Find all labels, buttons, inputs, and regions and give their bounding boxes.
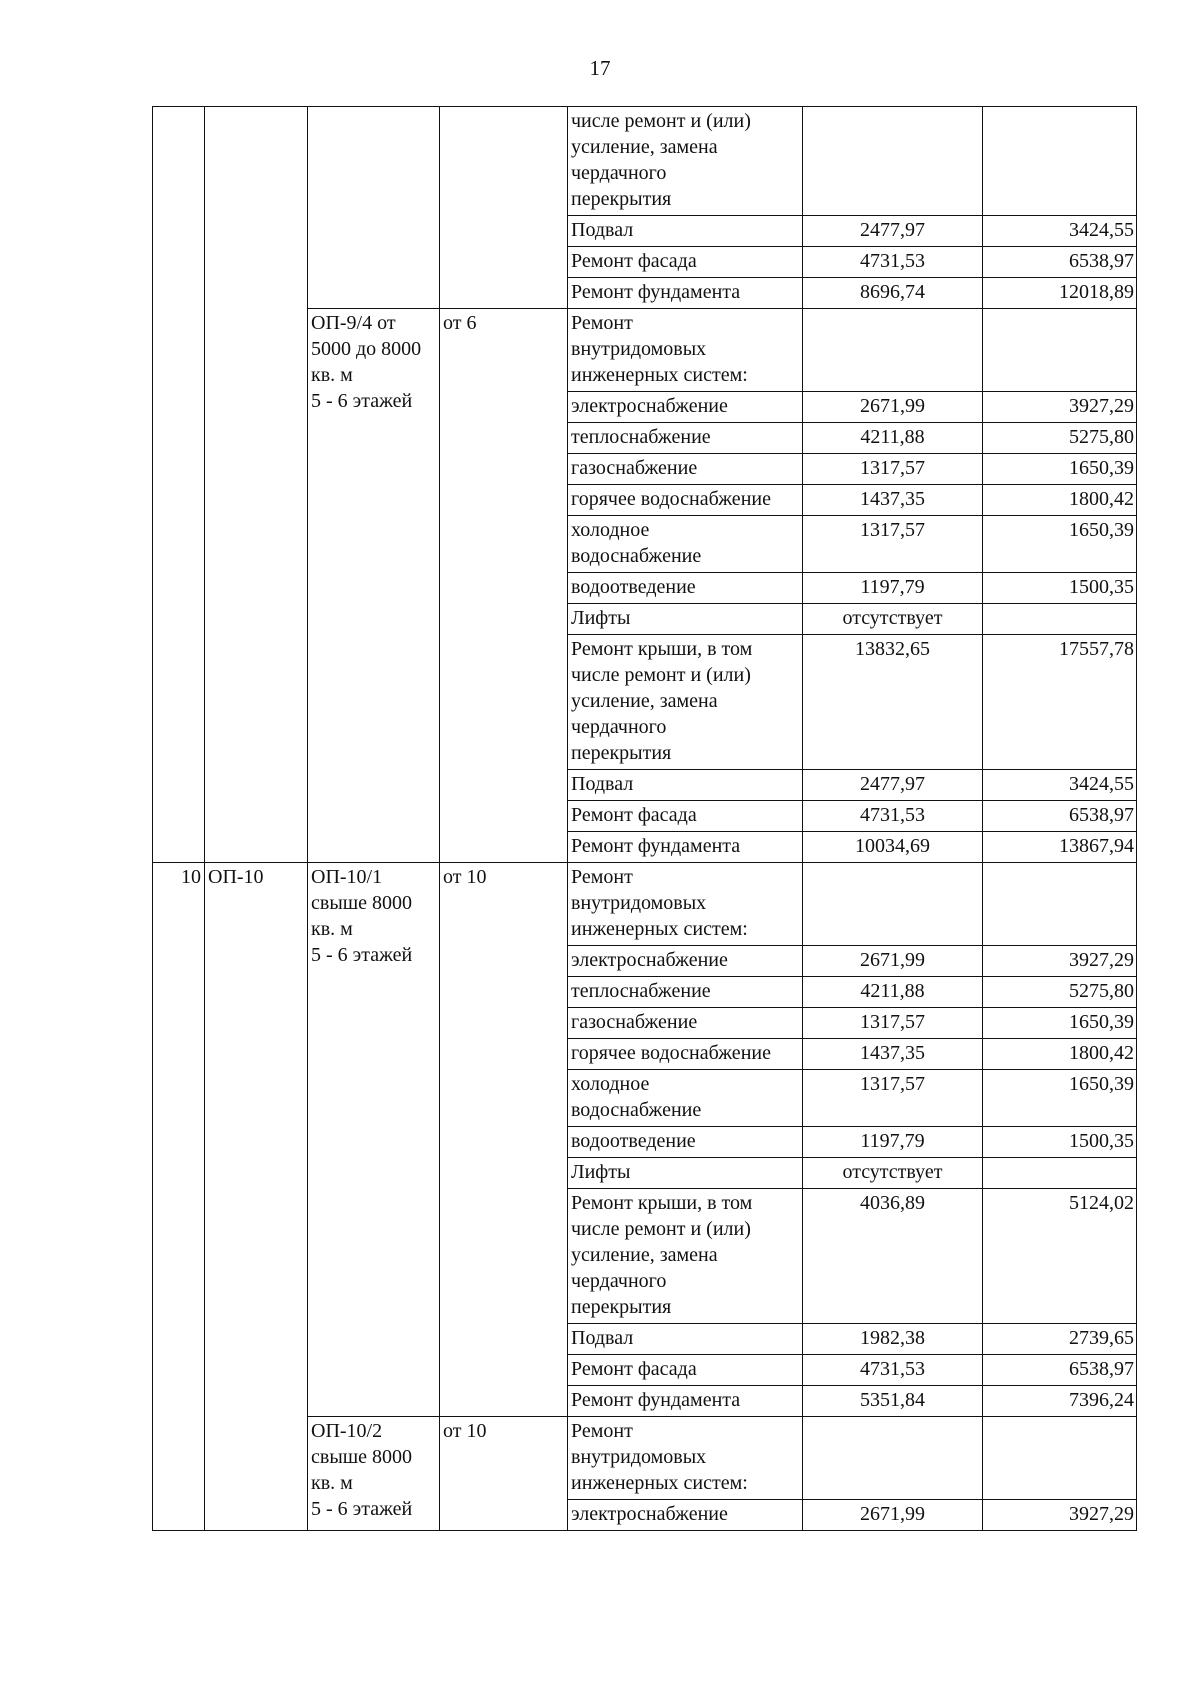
group-cell: ОП-9/4 от 5000 до 8000 кв. м 5 - 6 этажей (308, 309, 440, 863)
cost-limit-cell: 1800,42 (983, 1039, 1137, 1070)
work-type-cell: горячее водоснабжение (568, 485, 803, 516)
work-type-cell: Подвал (568, 770, 803, 801)
cost-value-cell: 1197,79 (803, 1127, 983, 1158)
cost-value-cell: 1317,57 (803, 1070, 983, 1127)
cost-limit-cell (983, 1158, 1137, 1189)
cost-value-cell: 4036,89 (803, 1189, 983, 1324)
cost-limit-cell: 5124,02 (983, 1189, 1137, 1324)
work-type-cell: числе ремонт и (или) усиление, замена чердачного перекрытия (568, 107, 803, 216)
work-type-cell: холодное водоснабжение (568, 516, 803, 573)
floors-cell: от 6 (440, 309, 568, 863)
cost-limit-cell: 12018,89 (983, 278, 1137, 309)
cost-limit-cell: 5275,80 (983, 423, 1137, 454)
cost-limit-cell (983, 863, 1137, 946)
object-code-cell: ОП-10 (205, 863, 308, 1531)
group-cell (308, 107, 440, 309)
group-cell: ОП-10/1 свыше 8000 кв. м 5 - 6 этажей (308, 863, 440, 1417)
cost-limit-cell: 1650,39 (983, 1008, 1137, 1039)
cost-limit-cell: 6538,97 (983, 801, 1137, 832)
cost-limit-cell: 2739,65 (983, 1324, 1137, 1355)
floors-cell: от 10 (440, 1417, 568, 1531)
cost-limit-cell: 5275,80 (983, 977, 1137, 1008)
cost-limit-cell: 1650,39 (983, 516, 1137, 573)
work-type-cell: Ремонт фундамента (568, 832, 803, 863)
cost-limit-cell (983, 604, 1137, 635)
cost-value-cell: 4731,53 (803, 801, 983, 832)
cost-value-cell: 4211,88 (803, 977, 983, 1008)
cost-limit-cell: 1650,39 (983, 1070, 1137, 1127)
work-type-cell: теплоснабжение (568, 423, 803, 454)
work-type-cell: Ремонт крыши, в том числе ремонт и (или) усиление, замена чердачного перекрытия (568, 1189, 803, 1324)
cost-limit-cell: 3424,55 (983, 216, 1137, 247)
cost-value-cell: отсутствует (803, 604, 983, 635)
cost-value-cell: 8696,74 (803, 278, 983, 309)
cost-limit-cell: 6538,97 (983, 1355, 1137, 1386)
work-type-cell: Ремонт фасада (568, 247, 803, 278)
cost-value-cell: 1317,57 (803, 516, 983, 573)
cost-limit-cell (983, 107, 1137, 216)
cost-value-cell (803, 1417, 983, 1500)
cost-limit-cell: 13867,94 (983, 832, 1137, 863)
cost-limit-cell: 1500,35 (983, 573, 1137, 604)
work-type-cell: газоснабжение (568, 454, 803, 485)
work-type-cell: Лифты (568, 604, 803, 635)
row-number-cell: 10 (153, 863, 205, 1531)
work-type-cell: Ремонт фундамента (568, 1386, 803, 1417)
work-type-cell: Ремонт крыши, в том числе ремонт и (или) усиление, замена чердачного перекрытия (568, 635, 803, 770)
work-type-cell: Ремонт внутридомовых инженерных систем: (568, 863, 803, 946)
cost-value-cell: 4731,53 (803, 247, 983, 278)
cost-value-cell: 2671,99 (803, 946, 983, 977)
cost-value-cell: 1197,79 (803, 573, 983, 604)
work-type-cell: Подвал (568, 216, 803, 247)
cost-value-cell: 1317,57 (803, 454, 983, 485)
floors-cell: от 10 (440, 863, 568, 1417)
work-type-cell: Ремонт внутридомовых инженерных систем: (568, 309, 803, 392)
table-body (153, 107, 1137, 1531)
cost-limit-cell (983, 1417, 1137, 1500)
cost-limit-cell: 17557,78 (983, 635, 1137, 770)
work-type-cell: электроснабжение (568, 946, 803, 977)
work-type-cell: холодное водоснабжение (568, 1070, 803, 1127)
cost-value-cell: 1437,35 (803, 485, 983, 516)
cost-value-cell: 4731,53 (803, 1355, 983, 1386)
cost-value-cell: 2671,99 (803, 392, 983, 423)
cost-limit-cell: 3424,55 (983, 770, 1137, 801)
cost-limit-cell: 3927,29 (983, 946, 1137, 977)
cost-limit-cell: 1650,39 (983, 454, 1137, 485)
cost-value-cell: 5351,84 (803, 1386, 983, 1417)
cost-value-cell: отсутствует (803, 1158, 983, 1189)
cost-value-cell: 2477,97 (803, 770, 983, 801)
cost-value-cell: 1982,38 (803, 1324, 983, 1355)
work-type-cell: водоотведение (568, 1127, 803, 1158)
work-type-cell: электроснабжение (568, 392, 803, 423)
work-type-cell: Подвал (568, 1324, 803, 1355)
work-type-cell: водоотведение (568, 573, 803, 604)
work-type-cell: газоснабжение (568, 1008, 803, 1039)
work-type-cell: Ремонт фундамента (568, 278, 803, 309)
cost-limit-cell: 7396,24 (983, 1386, 1137, 1417)
work-type-cell: электроснабжение (568, 1500, 803, 1531)
work-type-cell: Ремонт фасада (568, 1355, 803, 1386)
cost-value-cell (803, 107, 983, 216)
work-type-cell: Ремонт внутридомовых инженерных систем: (568, 1417, 803, 1500)
cost-value-cell: 2671,99 (803, 1500, 983, 1531)
cost-value-cell (803, 863, 983, 946)
cost-value-cell (803, 309, 983, 392)
cost-value-cell: 1317,57 (803, 1008, 983, 1039)
page-number: 17 (589, 56, 611, 80)
cost-value-cell: 13832,65 (803, 635, 983, 770)
work-type-cell: Лифты (568, 1158, 803, 1189)
cost-limit-cell: 1500,35 (983, 1127, 1137, 1158)
group-cell: ОП-10/2 свыше 8000 кв. м 5 - 6 этажей (308, 1417, 440, 1531)
cost-value-cell: 1437,35 (803, 1039, 983, 1070)
cost-limit-cell (983, 309, 1137, 392)
work-type-cell: Ремонт фасада (568, 801, 803, 832)
cost-value-cell: 10034,69 (803, 832, 983, 863)
cost-limit-cell: 3927,29 (983, 1500, 1137, 1531)
cost-limit-cell: 1800,42 (983, 485, 1137, 516)
object-code-cell (205, 107, 308, 863)
row-number-cell (153, 107, 205, 863)
cost-value-cell: 2477,97 (803, 216, 983, 247)
table-row (153, 107, 1137, 216)
work-type-cell: теплоснабжение (568, 977, 803, 1008)
cost-limit-cell: 3927,29 (983, 392, 1137, 423)
cost-limit-cell: 6538,97 (983, 247, 1137, 278)
floors-cell (440, 107, 568, 309)
cost-table (152, 106, 1137, 1531)
work-type-cell: горячее водоснабжение (568, 1039, 803, 1070)
cost-value-cell: 4211,88 (803, 423, 983, 454)
table-row (153, 863, 1137, 946)
